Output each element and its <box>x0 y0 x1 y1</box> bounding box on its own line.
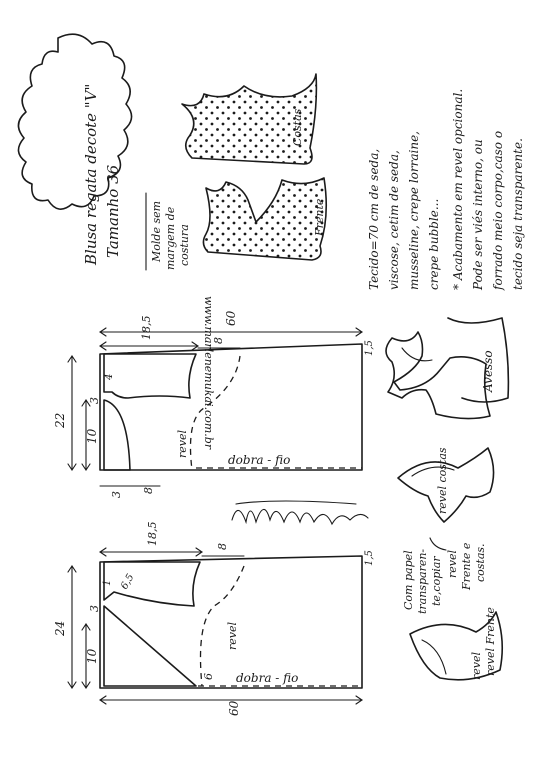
back-dim-8: 8 <box>212 337 225 344</box>
back-dim-15: 1,5 <box>364 340 375 356</box>
revel-frente-label-2: revel Frente <box>484 607 497 676</box>
copy-line-3: te,copiar <box>430 556 443 606</box>
copy-line-1: Com papel <box>402 550 415 610</box>
revel-costas-piece <box>398 447 494 522</box>
front-revel-label: revel <box>226 621 239 650</box>
avesso-label: Avesso <box>481 350 495 392</box>
finish-line-1: * Acabamento em revel opcional. <box>451 88 465 290</box>
copy-line-6: costas. <box>474 543 487 582</box>
front-dim-3: 3 <box>88 605 101 612</box>
front-dim-65: 6,5 <box>119 572 137 592</box>
copy-note <box>402 538 487 614</box>
front-dim-60: 60 <box>227 700 241 716</box>
back-dim-3-bottom: 3 <box>110 491 123 498</box>
signature <box>232 501 368 524</box>
fabric-notes <box>367 131 441 290</box>
website-text: www.marlenemukai.com.br <box>202 296 215 450</box>
copy-line-2: transparen- <box>416 548 429 614</box>
revel-frente-label-1: revel <box>470 651 483 680</box>
back-dim-185: 18,5 <box>140 315 153 340</box>
finishing-notes <box>451 89 525 291</box>
fabric-line-3: musseline, crepe lorraine, <box>407 131 421 290</box>
finish-line-2: Pode ser viés interno, ou <box>471 139 485 290</box>
title-line-1: Blusa regata decote "V" <box>82 83 100 265</box>
front-dim-1: 1 <box>102 579 113 586</box>
preview-back <box>182 74 316 164</box>
front-dim-185: 18,5 <box>146 521 159 546</box>
front-dim-24: 24 <box>53 620 67 636</box>
costas-label: Costas <box>291 108 304 146</box>
title-cloud <box>18 34 131 266</box>
copy-line-5: Frente e <box>460 542 473 590</box>
finish-line-3: forrado meio corpo,caso o <box>491 130 505 290</box>
revel-costas-label: revel costas <box>436 447 449 514</box>
front-dim-10: 10 <box>85 648 99 664</box>
title-line-2: Tamanho 36 <box>104 164 122 258</box>
molde-line-3: costura <box>178 224 191 266</box>
back-dim-10: 10 <box>85 428 99 444</box>
front-dim-15: 1,5 <box>364 550 375 566</box>
back-dim-60: 60 <box>224 310 238 326</box>
back-dim-8-bottom: 8 <box>142 487 155 494</box>
frente-label: Frente <box>313 198 326 236</box>
back-dim-22: 22 <box>53 412 67 428</box>
revel-frente-piece <box>410 607 502 680</box>
back-fold-label: dobra - fio <box>228 453 291 467</box>
finish-line-4: tecido seja transparente. <box>511 138 525 290</box>
molde-note <box>146 193 191 270</box>
fabric-line-4: crepe bubble... <box>427 198 441 290</box>
molde-line-2: margem de <box>164 206 177 270</box>
back-dim-3-top: 3 <box>88 397 101 404</box>
molde-line-1: Molde sem <box>150 200 163 262</box>
front-fold-label: dobra - fio <box>236 671 299 685</box>
front-dim-6: 6 <box>202 673 215 680</box>
front-dim-8: 8 <box>216 543 229 550</box>
pattern-front <box>53 522 375 717</box>
avesso-sketch <box>386 318 508 419</box>
back-revel-label: revel <box>176 429 189 458</box>
copy-line-4: revel <box>446 549 459 578</box>
back-dim-4: 4 <box>104 373 115 380</box>
preview-front <box>203 178 326 260</box>
fabric-line-2: viscose, cetim de seda, <box>387 150 401 290</box>
fabric-line-1: Tecido=70 cm de seda, <box>367 148 381 290</box>
